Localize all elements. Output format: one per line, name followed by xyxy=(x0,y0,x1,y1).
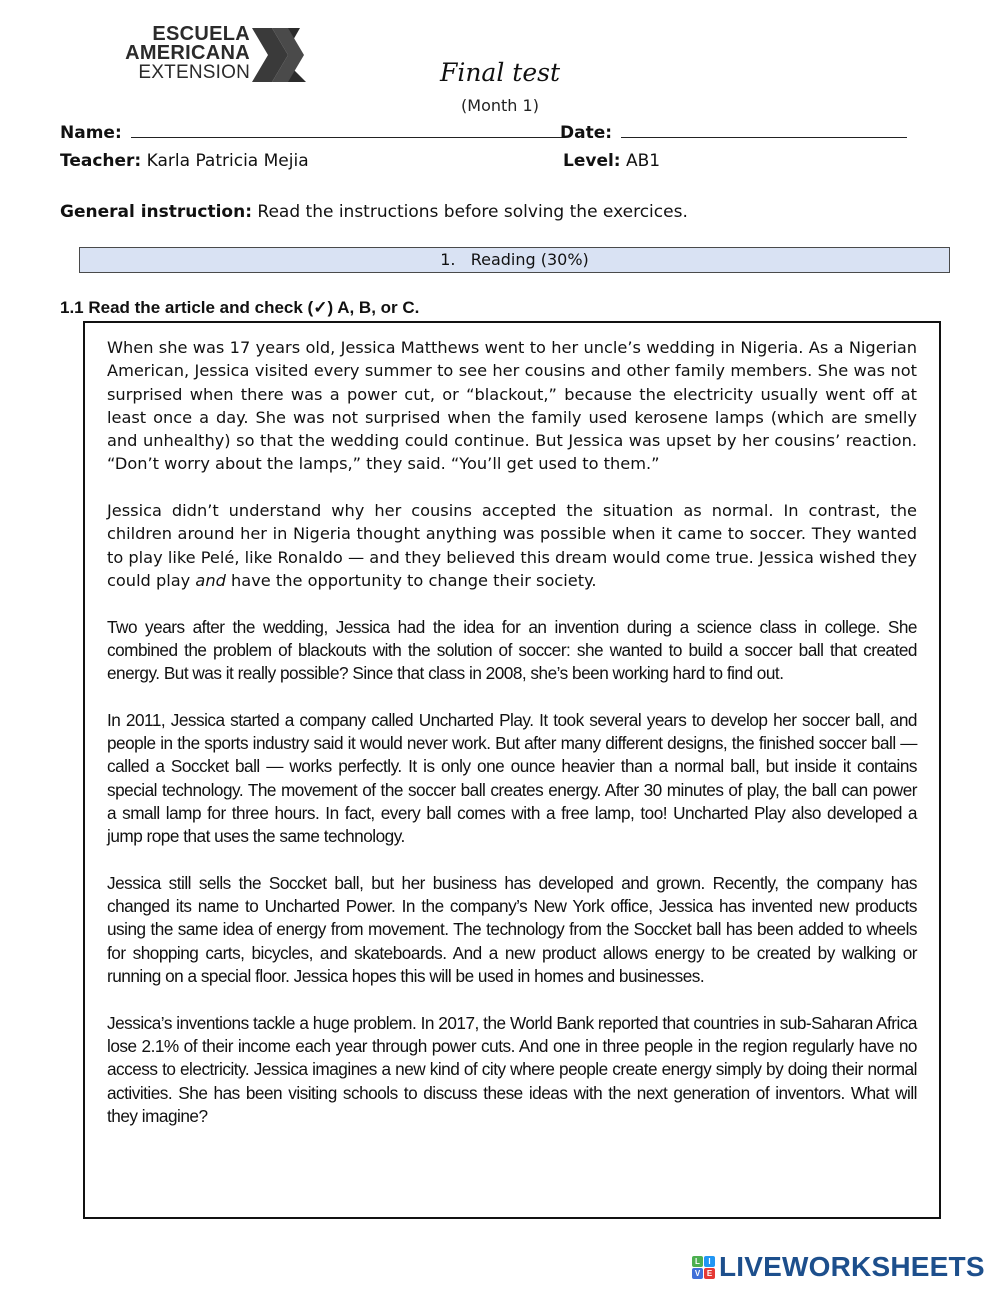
logo-line-2: AMERICANA xyxy=(125,42,250,64)
paragraph-text: have the opportunity to change their society. xyxy=(225,570,597,590)
section-number: 1. xyxy=(440,250,456,269)
article-paragraph-4: In 2011, Jessica started a company called Uncharted Play. It took several years to develop her soccer ball, and people in the sports industry said it would never work. But after many different designs, the finished soccer ball — called a Soccket ball — works perfectly. It is only one ounce heavier than a normal ball, but inside it contains special technology. The movement of the soccer ball creates energy. After 30 minutes of play, the ball can power a small lamp for three hours. In fact, every ball comes with a free lamp, too! Uncharted Play also developed a jump rope that uses the same technology. xyxy=(107,709,917,847)
live-badge-icon xyxy=(692,1256,715,1279)
article-paragraph-1: When she was 17 years old, Jessica Matthews went to her uncle’s wedding in Nigeria. As a Nigerian American, Jessica visited every summer to see her cousins and other family members. She was not surprised when there was a power cut, or “blackout,” because the electricity usually went off at least once a day. She was not surprised when the family used kerosene lamps (which are smelly and unhealthy) so that the wedding could continue. But Jessica was upset by her cousins’ reaction. “Don’t worry about the lamps,” they said. “You’ll get used to them.” xyxy=(107,338,917,474)
date-field xyxy=(560,123,907,143)
date-label: Date: xyxy=(560,123,613,143)
section-title: Reading (30%) xyxy=(470,250,589,269)
article-paragraph-6: Jessica’s inventions tackle a huge problem. In 2017, the World Bank reported that countries in sub-Saharan Africa lose 2.1% of their income each year through power cuts. And one in three people in the region regularly have no access to electricity. Jessica imagines a new kind of city where people create energy simply by doing their normal activities. She has been visiting schools to discuss these ideas with the next generation of inventors. What will they imagine? xyxy=(107,1012,917,1126)
logo-line-1: ESCUELA xyxy=(152,23,250,45)
logo-line-3: EXTENSION xyxy=(138,62,250,83)
page-subtitle: (Month 1) xyxy=(461,96,539,115)
instruction-label: General instruction: xyxy=(60,202,252,222)
badge-letter: V xyxy=(692,1268,703,1279)
article-paragraph-2 xyxy=(107,499,917,592)
emphasis-text: and xyxy=(195,570,226,590)
page-title: Final test xyxy=(439,58,560,87)
section-header-reading xyxy=(79,247,950,273)
teacher-field xyxy=(60,151,309,171)
name-label: Name: xyxy=(60,123,122,143)
general-instruction xyxy=(60,202,688,222)
level-value: AB1 xyxy=(626,151,661,171)
paragraph-text: Jessica didn’t understand why her cousins accepted the situation as normal. In contrast, the children around her in Nigeria thought anything was possible when it came to soccer. They wanted to play like Pelé, like Ronaldo — and they believed this dream would come true. Jessica wished they could play xyxy=(107,501,917,590)
reading-article xyxy=(83,321,941,1219)
brand-name: LIVEWORKSHEETS xyxy=(719,1251,985,1282)
teacher-value: Karla Patricia Mejia xyxy=(146,151,309,171)
level-field xyxy=(563,151,660,171)
badge-letter: L xyxy=(692,1256,703,1267)
date-input[interactable] xyxy=(621,123,907,138)
liveworksheets-logo xyxy=(692,1252,985,1282)
badge-letter: I xyxy=(704,1256,715,1267)
article-paragraph-3: Two years after the wedding, Jessica had the idea for an invention during a science class in college. She combined the problem of blackouts with the solution of soccer: she wanted to build a soccer ball that created energy. But was it really possible? Since that class in 2008, she’s been working hard to find out. xyxy=(107,616,917,684)
instruction-text: Read the instructions before solving the exercices. xyxy=(257,202,688,222)
teacher-label: Teacher: xyxy=(60,151,142,171)
article-paragraph-5: Jessica still sells the Soccket ball, but her business has developed and grown. Recently, the company has changed its name to Uncharted Power. In the company’s New York office, Jessica has invented new products using the same idea of energy from movement. The technology from the Soccket ball has been added to wheels for shopping carts, bicycles, and skateboards. And a new product allows energy to be created by walking or running on a special floor. Jessica hopes this will be used in homes and businesses. xyxy=(107,872,917,987)
level-label: Level: xyxy=(563,151,621,171)
task-instruction: 1.1 Read the article and check (✓) A, B, or C. xyxy=(60,298,420,317)
badge-letter: E xyxy=(704,1268,715,1279)
name-field xyxy=(60,123,563,143)
name-input[interactable] xyxy=(131,123,563,138)
